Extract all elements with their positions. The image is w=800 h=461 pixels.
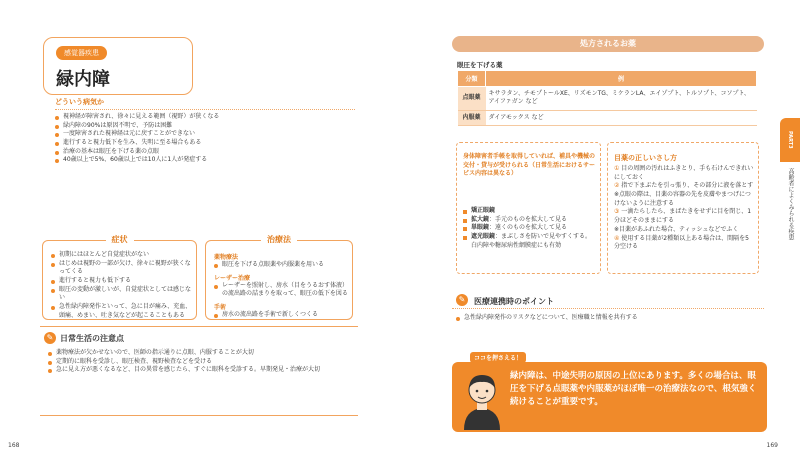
step-number-icon: ③: [614, 208, 622, 216]
symptoms-list: [51, 251, 193, 321]
eyedrop-list: [614, 165, 754, 252]
key-point-label: ココを押さえる！: [470, 352, 526, 363]
coop-section: [452, 292, 764, 334]
item-description: ：まぶしさを防いで見やすくする。白内障や糖尿病性網膜症にも有効: [471, 233, 592, 249]
table-header-category: 分類: [458, 71, 486, 87]
page-title: 緑内障: [56, 69, 110, 90]
table-header-example: 例: [486, 71, 757, 87]
list-item: 40歳以上で5%、60歳以上では10人に1人が発症する: [55, 156, 355, 165]
eyedrop-step: [614, 191, 754, 208]
coop-list: [456, 314, 756, 323]
medication-table: [457, 70, 757, 126]
list-item: 視神経が障害され、徐々に見える範囲（視野）が狭くなる: [55, 113, 355, 122]
page-number-left: 168: [8, 442, 20, 449]
eyedrop-step-text: ※目薬があふれた場合、ティッシュなどでふく: [614, 225, 739, 233]
right-page: [400, 0, 800, 461]
welfare-list: [463, 207, 596, 250]
coop-title: 医療連携時のポイント: [474, 297, 554, 306]
treatment-list: [214, 249, 350, 320]
overview-heading: どういう病気か: [55, 98, 104, 106]
overview-section: [55, 97, 355, 165]
eyedrop-step: [614, 182, 754, 191]
list-item: 進行すると視力低下を生み、失明に至る場合もある: [55, 139, 355, 148]
list-item: 緑内障の90%は原因不明で、予防は困難: [55, 122, 355, 131]
list-item: 薬物療法が欠かせないので、医師の指示通りに点眼、内服することが大切: [48, 349, 348, 358]
list-item: 定期的に眼科を受診し、眼圧検査、視野検査などを受ける: [48, 358, 348, 367]
list-item: [463, 233, 596, 250]
eyedrop-step: [614, 165, 754, 182]
item-term: 矯正眼鏡: [471, 207, 496, 214]
table-row: [458, 87, 757, 111]
list-item: 眼圧を下げる点眼薬や内服薬を用いる: [214, 261, 350, 270]
key-point: [452, 352, 767, 432]
treatment-subheading: 薬物療法: [214, 254, 239, 261]
item-term: 遮光眼鏡: [471, 233, 496, 241]
eyedrop-step-text: ※点眼の際は、目薬の容器の先を皮膚やまつげにつけないように注意する: [614, 191, 751, 207]
welfare-heading: 身体障害者手帳を取得していれば、補具や機械の交付・貸与が受けられる（日常生活におけるサービス内容は異なる）: [463, 153, 596, 178]
eyedrop-step: [614, 235, 754, 252]
item-description: ：遠くのものを拡大して見る: [489, 224, 568, 232]
eyedrop-box: [607, 142, 759, 274]
list-item: はじめは視野の一部が欠け、徐々に視野が狭くなってくる: [51, 260, 193, 277]
daily-life-title: 日常生活の注意点: [60, 334, 124, 343]
treatment-subheading: 手術: [214, 304, 227, 312]
part-label: PART3: [780, 118, 800, 162]
list-item: 急に見え方が悪くなるなど、目の異常を感じたら、すぐに眼科を受診する。早期発見・治療が大切: [48, 366, 348, 375]
table-cell-kind: 内服薬: [458, 110, 486, 125]
daily-list: [48, 349, 348, 375]
part-tab: [780, 118, 800, 278]
pen-icon: ✎: [44, 332, 56, 344]
list-item: 一度障害された視神経は元に戻すことができない: [55, 130, 355, 139]
list-item: 進行すると視力も低下する: [51, 277, 193, 286]
step-number-icon: ①: [614, 165, 622, 172]
item-description: ：手元のものを拡大して見る: [489, 215, 568, 223]
step-number-icon: ④: [614, 234, 622, 242]
treatment-title: 治療法: [261, 234, 297, 245]
pen-icon: ✎: [456, 294, 468, 306]
prescription-title: 処方されるお薬: [452, 36, 764, 52]
key-point-box: [452, 362, 767, 432]
symptoms-title: 症状: [106, 234, 134, 245]
overview-list: [55, 113, 355, 165]
list-item: [463, 224, 596, 233]
table-cell-drugs: キサラタン、チモプトールXE、リズモンTG、ミケランLA、エイゾプト、トルソプト、コソプト、アイファガン など: [486, 87, 757, 111]
eyedrop-step-text: 指で下まぶたを引っ張り、その部分に液を落とす: [621, 182, 754, 190]
page-number-right: 169: [766, 442, 778, 449]
list-item: 急性緑内障発作といって、急に目が痛み、充血、頭痛、めまい、吐き気などが起こることもある: [51, 303, 193, 320]
list-item: 初期にはほとんど自覚症状がない: [51, 251, 193, 260]
item-term: 拡大鏡: [471, 215, 490, 223]
table-cell-drugs: ダイアモックス など: [486, 110, 757, 125]
welfare-box: [456, 142, 601, 274]
key-point-text: 緑内障は、中途失明の原因の上位にあります。多くの場合は、眼圧を下げる点眼薬や内服薬がほぼ唯一の治療法なので、根気強く続けることが重要です。: [510, 371, 757, 408]
person-icon: [460, 370, 504, 430]
list-item: 急性緑内障発作のリスクなどについて、医療職と情報を共有する: [456, 314, 756, 323]
eyedrop-step-text: 一滴たらしたら、まばたきをせずに目を閉じ、1分ほどそのままにする: [614, 208, 752, 225]
list-item: 眼圧の変動が激しいが、自覚症状としては感じない: [51, 286, 193, 303]
list-item: 房水の流出路を手術で新しくつくる: [214, 311, 350, 320]
list-item: [463, 207, 596, 216]
disease-header: [43, 37, 193, 95]
symptoms-card: [42, 235, 197, 320]
eyedrop-step-text: 使用する目薬が2種類以上ある場合は、間隔を5分空ける: [614, 234, 749, 251]
category-label: 感覚器疾患: [56, 46, 107, 60]
eyedrop-heading: 目薬の正しいさし方: [614, 154, 677, 162]
part-description: 高齢者によくみられる疾患: [787, 168, 794, 240]
eyedrop-step: [614, 226, 754, 235]
daily-life-section: [40, 326, 358, 416]
prescription-subtitle: 眼圧を下げる薬: [457, 61, 503, 69]
step-number-icon: ②: [614, 182, 622, 190]
treatment-subheading: レーザー治療: [214, 274, 251, 282]
list-item: 治療の基本は眼圧を下げる薬の点眼: [55, 148, 355, 157]
eyedrop-step-text: 目の周囲の汚れはふきとり、手も石けんできれいにしておく: [614, 165, 754, 181]
treatment-card: [205, 235, 353, 320]
table-row: [458, 110, 757, 125]
item-term: 単眼鏡: [471, 224, 490, 232]
eyedrop-step: [614, 208, 754, 225]
list-item: レーザーを照射し、房水（目をうるおす体液）の流出路の詰まりを取って、眼圧の低下を図る: [214, 282, 350, 299]
table-cell-kind: 点眼薬: [458, 87, 486, 111]
